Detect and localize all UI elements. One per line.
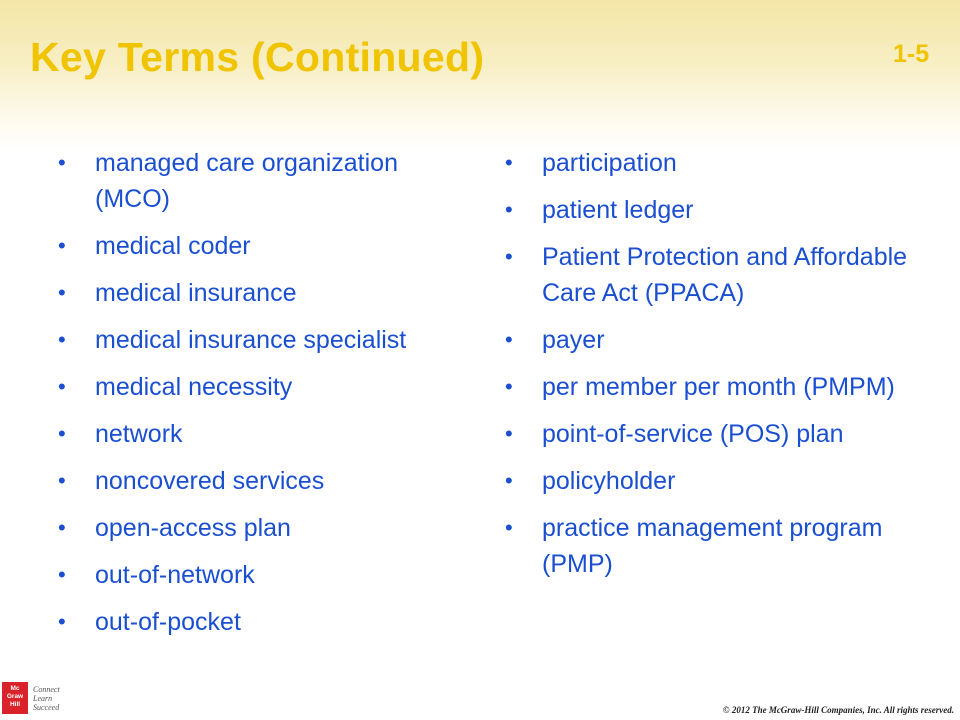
logo-mark-text: Mc Graw Hill — [6, 685, 24, 708]
term-text: noncovered services — [95, 467, 325, 495]
list-item — [505, 192, 925, 228]
term-text: network — [95, 420, 183, 448]
bullet-icon: • — [58, 468, 66, 493]
term-text: managed care organization (MCO) — [95, 149, 398, 213]
term-text: point-of-service (POS) plan — [542, 420, 844, 448]
term-text: participation — [542, 149, 677, 177]
list-item — [58, 145, 458, 217]
logo-tagline: Connect Learn Succeed — [33, 685, 60, 712]
publisher-logo — [2, 682, 92, 716]
list-item — [505, 369, 925, 405]
mcgraw-hill-logo-mark — [2, 682, 28, 714]
list-item — [505, 239, 925, 311]
term-text: per member per month (PMPM) — [542, 373, 895, 401]
right-term-list — [505, 145, 925, 593]
bullet-icon: • — [505, 244, 513, 269]
term-text: patient ledger — [542, 196, 694, 224]
list-item — [505, 416, 925, 452]
bullet-icon: • — [58, 374, 66, 399]
term-text: open-access plan — [95, 514, 291, 542]
bullet-icon: • — [58, 233, 66, 258]
list-item — [58, 322, 458, 358]
bullet-icon: • — [505, 150, 513, 175]
bullet-icon: • — [58, 280, 66, 305]
list-item — [505, 463, 925, 499]
term-text: medical insurance — [95, 279, 297, 307]
bullet-icon: • — [505, 468, 513, 493]
bullet-icon: • — [505, 197, 513, 222]
term-text: payer — [542, 326, 605, 354]
slide-number: 1-5 — [893, 40, 930, 68]
list-item — [505, 145, 925, 181]
bullet-icon: • — [58, 150, 66, 175]
term-text: policyholder — [542, 467, 676, 495]
bullet-icon: • — [505, 374, 513, 399]
bullet-icon: • — [505, 421, 513, 446]
copyright-notice: © 2012 The McGraw-Hill Companies, Inc. All rights reserved. — [722, 705, 954, 715]
slide-title: Key Terms (Continued) — [30, 34, 485, 80]
list-item — [58, 463, 458, 499]
term-text: medical necessity — [95, 373, 293, 401]
bullet-icon: • — [58, 515, 66, 540]
list-item — [58, 510, 458, 546]
list-item — [58, 369, 458, 405]
left-term-list — [58, 145, 458, 651]
term-text: out-of-pocket — [95, 608, 241, 636]
bullet-icon: • — [58, 562, 66, 587]
term-text: Patient Protection and Affordable Care Act (PPACA) — [542, 243, 908, 307]
term-text: medical insurance specialist — [95, 326, 407, 354]
term-text: medical coder — [95, 232, 251, 260]
bullet-icon: • — [58, 609, 66, 634]
list-item — [58, 228, 458, 264]
list-item — [58, 275, 458, 311]
list-item — [58, 416, 458, 452]
bullet-icon: • — [505, 327, 513, 352]
list-item — [58, 557, 458, 593]
list-item — [505, 510, 925, 582]
bullet-icon: • — [505, 515, 513, 540]
bullet-icon: • — [58, 421, 66, 446]
list-item — [58, 604, 458, 640]
term-text: practice management program (PMP) — [542, 514, 883, 578]
term-text: out-of-network — [95, 561, 255, 589]
bullet-icon: • — [58, 327, 66, 352]
list-item — [505, 322, 925, 358]
